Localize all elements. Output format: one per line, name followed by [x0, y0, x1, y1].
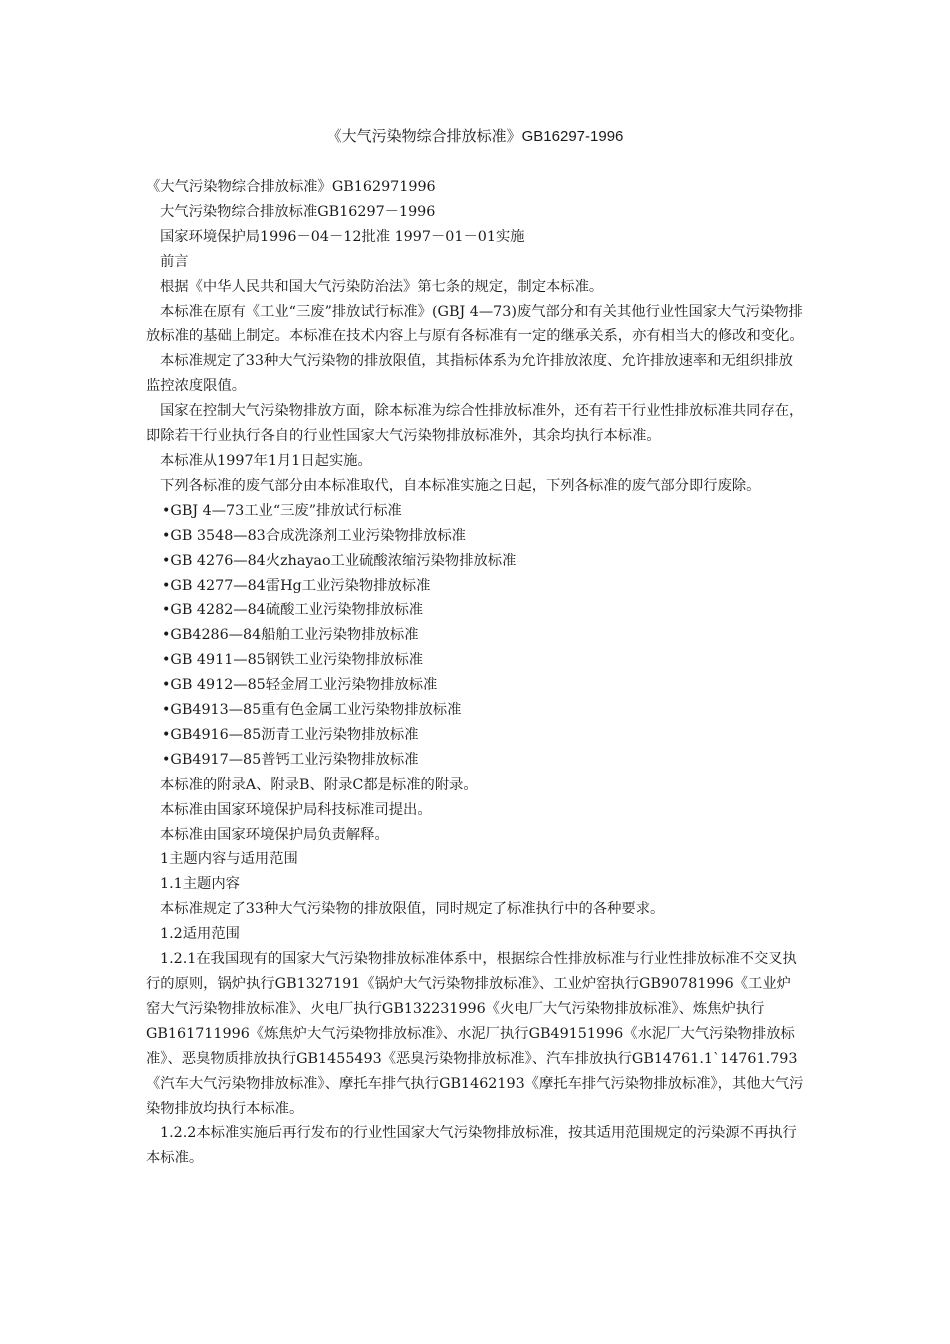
paragraph: 根据《中华人民共和国大气污染防治法》第七条的规定，制定本标准。 [160, 278, 604, 295]
paragraph: 国家环境保护局1996－04－12批准 1997－01－01实施 [160, 228, 525, 245]
document-body [146, 175, 804, 1171]
list-item: •GB 4282—84硫酸工业污染物排放标准 [162, 602, 424, 619]
paragraph: 下列各标准的废气部分由本标准取代，自本标准实施之日起，下列各标准的废气部分即行废除。 [160, 477, 761, 494]
list-item: •GB 4276—84火zhayao工业硫酸浓缩污染物排放标准 [162, 552, 517, 569]
paragraph: 本标准由国家环境保护局负责解释。 [160, 826, 389, 843]
paragraph: 本标准在原有《工业“三废”排放试行标准》(GBJ 4—73)废气部分和有关其他行业性国家大气污染物排放标准的基础上制定。本标准在技术内容上与原有各标准有一定的继承关系，亦有相当大的修改和变化。 [146, 303, 804, 345]
list-item: •GBJ 4—73工业“三废”排放试行标准 [162, 502, 402, 519]
list-item: •GB 4277—84雷Hg工业污染物排放标准 [162, 577, 431, 594]
list-item: •GB4916—85沥青工业污染物排放标准 [162, 726, 419, 743]
subsection-heading: 1.1主题内容 [160, 876, 240, 893]
list-item: •GB4917—85普钙工业污染物排放标准 [162, 751, 419, 768]
document-title: 《大气污染物综合排放标准》GB16297-1996 [326, 128, 624, 145]
paragraph: 《大气污染物综合排放标准》GB162971996 [146, 179, 436, 195]
paragraph: 本标准规定了33种大气污染物的排放限值，其指标体系为允许排放浓度、允许排放速率和无组织排放监控浓度限值。 [146, 353, 793, 395]
paragraph: 大气污染物综合排放标准GB16297－1996 [160, 203, 436, 220]
paragraph: 本标准的附录A、附录B、附录C都是标准的附录。 [160, 776, 478, 793]
paragraph: 本标准由国家环境保护局科技标准司提出。 [160, 801, 432, 818]
list-item: •GB 4911—85钢铁工业污染物排放标准 [162, 652, 424, 669]
paragraph: 1.2.2本标准实施后再行发布的行业性国家大气污染物排放标准，按其适用范围规定的污染源不再执行本标准。 [146, 1125, 797, 1167]
list-item: •GB4913—85重有色金属工业污染物排放标准 [162, 702, 462, 719]
list-item: •GB4286—84船舶工业污染物排放标准 [162, 627, 419, 644]
paragraph: 本标准从1997年1月1日起实施。 [160, 452, 372, 469]
paragraph: 国家在控制大气污染物排放方面，除本标准为综合性排放标准外，还有若干行业性排放标准共同存在，即除若干行业执行各自的行业性国家大气污染物排放标准外，其余均执行本标准。 [146, 403, 804, 445]
paragraph: 本标准规定了33种大气污染物的排放限值，同时规定了标准执行中的各种要求。 [160, 901, 665, 918]
section-heading: 1主题内容与适用范围 [160, 851, 298, 868]
subsection-heading: 1.2适用范围 [160, 926, 240, 943]
paragraph: 1.2.1在我国现有的国家大气污染物排放标准体系中，根据综合性排放标准与行业性排放标准不交叉执行的原则，锅炉执行GB1327191《锅炉大气污染物排放标准》、工业炉窑执行GB90781996《工业炉窑大气污染物排放标准》、火电厂执行GB132231996《火电厂大气污染物排放标准》、炼焦炉执行GB161711996《炼焦炉大气污染物排放标准》、水泥厂执行GB49151996《水泥厂大气污染物排放标准》、恶臭物质排放执行GB1455493《恶臭污染物排放标准》、汽车排放执行GB14761.1`14761.793《汽车大气污染物排放标准》、摩托车排气执行GB1462193《摩托车排气污染物排放标准》，其他大气污染物排放均执行本标准。 [146, 951, 804, 1117]
list-item: •GB 3548—83合成洗涤剂工业污染物排放标准 [162, 527, 466, 544]
section-heading-foreword: 前言 [160, 253, 189, 270]
list-item: •GB 4912—85轻金屑工业污染物排放标准 [162, 677, 438, 694]
